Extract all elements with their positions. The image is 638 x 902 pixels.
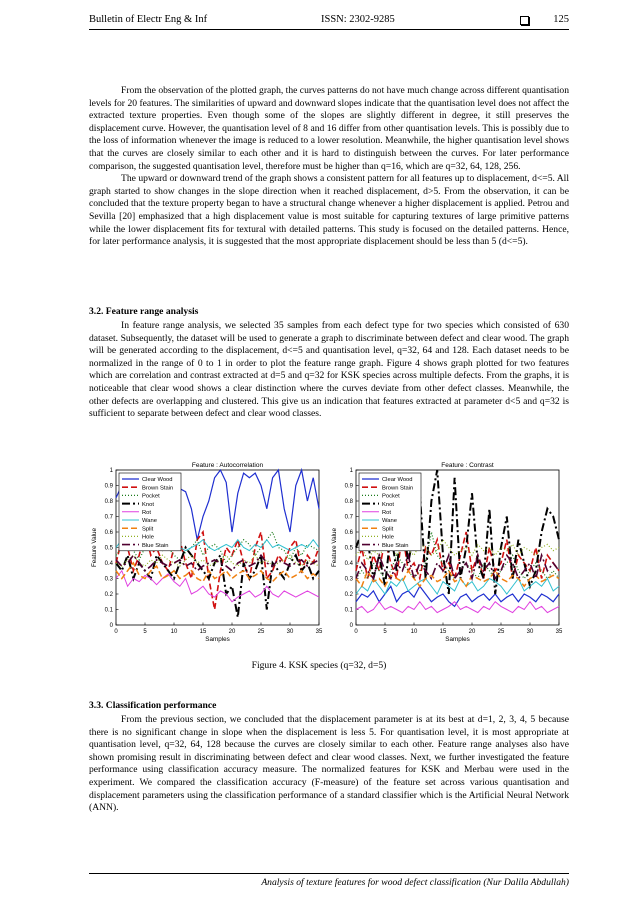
legend-label: Pocket (142, 493, 160, 500)
autocorrelation-chart (89, 458, 329, 648)
x-axis-label: Samples (445, 636, 470, 643)
y-tick-label: 0.6 (344, 530, 353, 536)
paragraph-quantisation: From the observation of the plotted graph, the curves patterns do not have much change across different quantisation levels for 20 features. The similarities of upward and downward slopes indicate that the quantisation level does not affect the extracted texture properties. Even though some of the slopes are slightly different in degree, it still preserves the displacement curve. However, the quantisation level of 8 and 16 differ from other quantisation levels. This is possibly due to the loss of information whenever the image is reduced to a lower resolution. Meanwhile, the higher quantisation level shows that the curves are closely similar to each other and it is hard to distinguish between the curves. For later performance comparison, the suggested quantisation level, therefore must be higher than q=16, which are q=32, 64, 128, 256. (89, 85, 569, 172)
running-footer: Analysis of texture features for wood defect classification (Nur Dalila Abdullah) (89, 873, 569, 888)
paragraph-feature-range: In feature range analysis, we selected 35 samples from each defect type for two species which consisted of 630 dataset. Subsequently, the dataset will be used to generate a graph to discriminate between defect and clear wood. The graph will be generated according to the displacement, d<=5 and quantisation level, q=32, 64 and 128. Each dataset needs to be normalized in the range of 0 to 1 in order to plot the feature range graph. Figure 4 shows graph plotted for two features which are correlation and contrast extracted at d=5 and q=32 for KSK species across multiple defects. From the graphs, it is noticeable that clear wood shows a clear distinction where the curves deviate from other defect classes. Meanwhile, the other defects are overlapping and clustered. This give us an indication that features extracted at parameter d<5 and q=32 is sufficient to separate between defect and clear wood classes. (89, 320, 569, 420)
chart-title: Feature : Autocorrelation (191, 462, 264, 469)
section-3-3-body (89, 714, 569, 815)
legend-label: Brown Stain (142, 485, 174, 492)
x-tick-label: 10 (170, 629, 178, 635)
figure-caption: Figure 4. KSK species (q=32, d=5) (251, 660, 387, 671)
y-tick-label: 0.7 (344, 514, 353, 521)
y-tick-label: 0.7 (104, 514, 113, 521)
legend-label: Hole (142, 534, 154, 541)
section-3-3-heading: 3.3. Classification performance (89, 700, 217, 711)
y-tick-label: 0 (349, 623, 353, 629)
y-tick-label: 0.1 (104, 607, 113, 614)
x-tick-label: 25 (497, 629, 505, 635)
checkbox-square-icon (520, 16, 529, 25)
y-tick-label: 0 (109, 623, 113, 629)
x-tick-label: 15 (439, 629, 447, 635)
legend-label: Brown Stain (382, 485, 414, 492)
y-tick-label: 0.2 (344, 592, 353, 598)
y-tick-label: 0.1 (344, 607, 353, 614)
legend-label: Clear Wood (142, 477, 173, 484)
legend-label: Clear Wood (382, 477, 413, 484)
legend-label: Knot (382, 501, 394, 508)
section-3-2-body (89, 320, 569, 421)
y-tick-label: 0.4 (344, 561, 353, 567)
y-axis-label: Feature Value (91, 527, 98, 568)
x-tick-label: 35 (555, 629, 563, 635)
running-header (89, 14, 569, 30)
y-tick-label: 0.4 (104, 561, 113, 567)
y-tick-label: 0.2 (104, 592, 113, 598)
x-axis-label: Samples (205, 636, 230, 643)
y-tick-label: 0.8 (344, 499, 353, 505)
paragraph-classification: From the previous section, we concluded that the displacement parameter is at its best at d=1, 2, 3, 4, 5 because there is no significant change in slope when the displacement is less 5. For quantisation level, it is most appropriate at quantisation level, q=32, 64, 128 because the curves are closely similar to each other. Feature range analyses also have shown promising result in discriminating between defect and clear wood classes. Next, we further investigated the feature performance using classification accuracy measure. The normalized features for KSK and Merbau were used in the experiment. We compared the classification accuracy (F-measure) of the feature set across various quantisation and displacement parameters using the classification performance of a standard classifier which is the Artificial Neural Network (ANN). (89, 714, 569, 814)
y-tick-label: 1 (109, 468, 113, 474)
contrast-chart (329, 458, 569, 648)
x-tick-label: 10 (410, 629, 418, 635)
y-tick-label: 0.9 (344, 483, 353, 490)
legend-label: Pocket (382, 493, 400, 500)
x-tick-label: 5 (143, 629, 147, 635)
x-tick-label: 20 (468, 629, 476, 635)
x-tick-label: 30 (526, 629, 534, 635)
x-tick-label: 20 (228, 629, 236, 635)
legend-label: Blue Stain (382, 542, 409, 549)
paragraph-displacement: The upward or downward trend of the graph shows a consistent pattern for all features up to displacement, d<=5. All graph started to show changes in the slope direction when it reached displacement, d>5. From the observation, it can be concluded that the texture property began to have a structural change whenever a higher displacement is applied. Petrou and Sevilla [20] emphasized that a high displacement value is most suitable for capturing textures of large primitive patterns while the lower displacement fits for textural with detailed patterns. This study is focused on the detailed patterns. Hence, for later performance analysis, it is suggested that the most appropriate displacement should be less than 5 (d<=5). (89, 173, 570, 248)
x-tick-label: 15 (199, 629, 207, 635)
x-tick-label: 30 (286, 629, 294, 635)
section-3-2-heading: 3.2. Feature range analysis (89, 306, 199, 317)
intro-paragraphs (89, 85, 569, 249)
journal-name: Bulletin of Electr Eng & Inf (89, 14, 208, 25)
legend-label: Hole (382, 534, 394, 541)
y-tick-label: 0.3 (104, 576, 113, 583)
y-axis-label: Feature Value (331, 527, 338, 568)
x-tick-label: 25 (257, 629, 265, 635)
y-tick-label: 0.9 (104, 483, 113, 490)
header-rule (89, 29, 569, 30)
y-tick-label: 0.6 (104, 530, 113, 536)
legend-label: Wane (382, 518, 397, 525)
legend-label: Rot (142, 510, 152, 516)
x-tick-label: 35 (315, 629, 323, 635)
y-tick-label: 0.5 (104, 545, 113, 552)
x-tick-label: 0 (354, 629, 358, 635)
legend-label: Split (142, 526, 154, 533)
legend-label: Split (382, 526, 394, 533)
y-tick-label: 1 (349, 468, 353, 474)
legend-label: Rot (382, 510, 392, 516)
x-tick-label: 5 (383, 629, 387, 635)
issn: ISSN: 2302-9285 (321, 14, 395, 25)
chart-title: Feature : Contrast (441, 462, 494, 469)
figure-4 (89, 458, 569, 648)
legend-label: Wane (142, 518, 157, 525)
y-tick-label: 0.3 (344, 576, 353, 583)
y-tick-label: 0.8 (104, 499, 113, 505)
page-number: 125 (553, 14, 569, 25)
legend-label: Knot (142, 501, 154, 508)
y-tick-label: 0.5 (344, 545, 353, 552)
x-tick-label: 0 (114, 629, 118, 635)
legend-label: Blue Stain (142, 542, 169, 549)
